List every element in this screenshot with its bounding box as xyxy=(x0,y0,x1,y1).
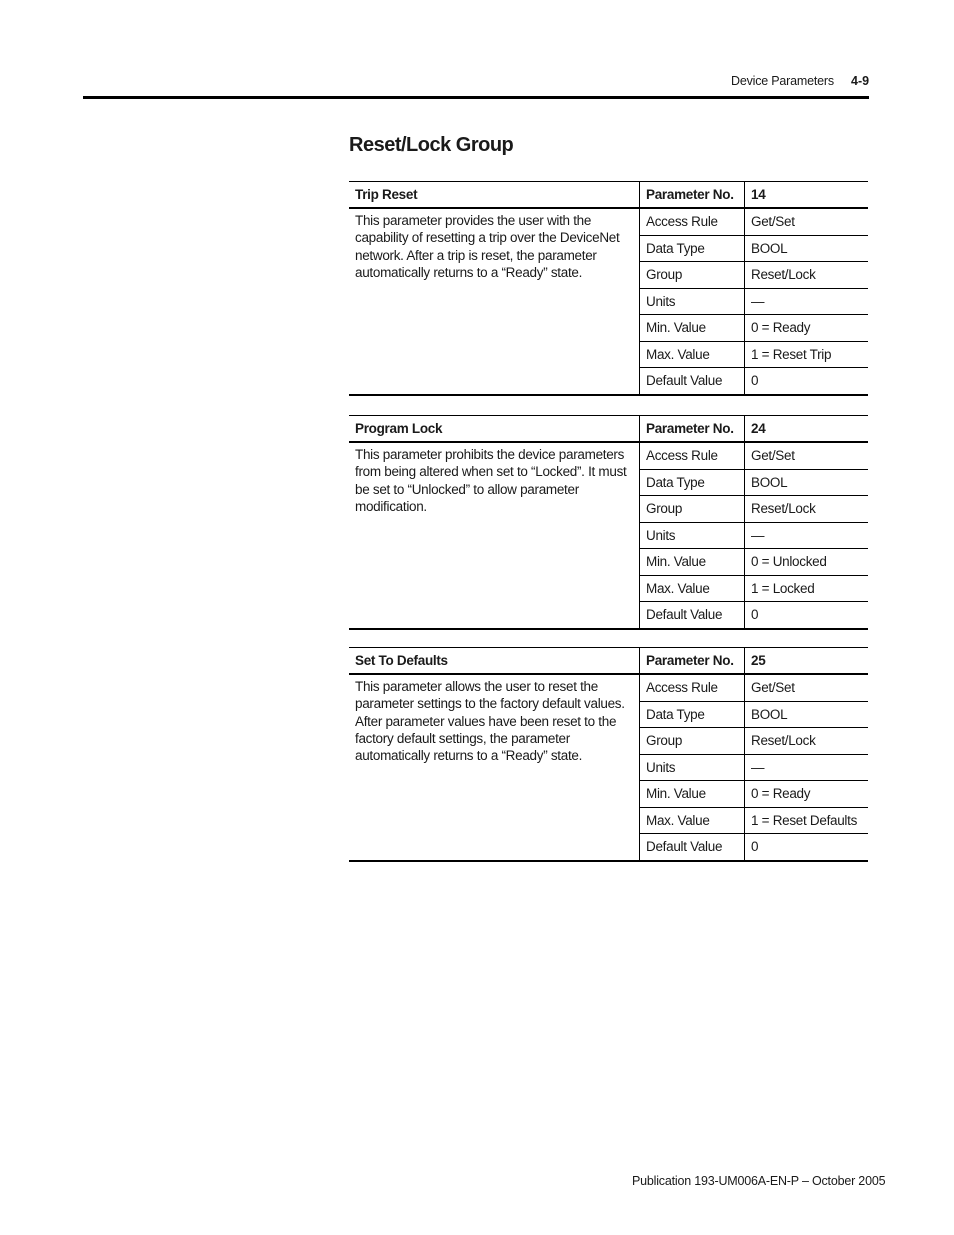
attribute-label: Max. Value xyxy=(640,575,745,602)
attribute-value: — xyxy=(745,754,869,781)
attribute-value: Reset/Lock xyxy=(745,728,869,755)
attribute-label: Group xyxy=(640,262,745,289)
attribute-value: 0 xyxy=(745,834,869,861)
attribute-label: Units xyxy=(640,522,745,549)
attribute-value: Get/Set xyxy=(745,208,869,235)
parameter-number: 14 xyxy=(745,182,869,209)
attribute-label: Access Rule xyxy=(640,208,745,235)
parameter-table-set-to-defaults xyxy=(349,647,868,862)
attribute-label: Data Type xyxy=(640,701,745,728)
attribute-value: 1 = Reset Defaults xyxy=(745,807,869,834)
attribute-label: Data Type xyxy=(640,469,745,496)
parameter-description: This parameter provides the user with the capability of resetting a trip over the DeviceNet network. After a trip is reset, the parameter automatically returns to a “Ready” state. xyxy=(349,208,640,395)
parameter-number-label: Parameter No. xyxy=(640,648,745,675)
attribute-label: Min. Value xyxy=(640,781,745,808)
attribute-value: — xyxy=(745,288,869,315)
attribute-label: Group xyxy=(640,496,745,523)
attribute-value: 0 xyxy=(745,602,869,629)
section-title: Reset/Lock Group xyxy=(349,134,514,156)
parameter-description: This parameter prohibits the device parameters from being altered when set to “Locked”. It must be set to “Unlocked” to allow parameter modification. xyxy=(349,442,640,629)
attribute-value: BOOL xyxy=(745,469,869,496)
attribute-label: Max. Value xyxy=(640,341,745,368)
attribute-label: Min. Value xyxy=(640,315,745,342)
parameter-name: Set To Defaults xyxy=(349,648,640,675)
attribute-value: BOOL xyxy=(745,235,869,262)
parameter-number-label: Parameter No. xyxy=(640,416,745,443)
attribute-value: 0 = Ready xyxy=(745,315,869,342)
header-rule xyxy=(83,96,869,99)
attribute-label: Units xyxy=(640,754,745,781)
parameter-number-label: Parameter No. xyxy=(640,182,745,209)
attribute-value: 0 xyxy=(745,368,869,395)
attribute-label: Min. Value xyxy=(640,549,745,576)
attribute-value: BOOL xyxy=(745,701,869,728)
parameter-table-program-lock xyxy=(349,415,868,630)
running-header-section: Device Parameters xyxy=(731,74,834,88)
parameter-table-trip-reset xyxy=(349,181,868,396)
attribute-value: 1 = Locked xyxy=(745,575,869,602)
attribute-label: Access Rule xyxy=(640,674,745,701)
parameter-name: Trip Reset xyxy=(349,182,640,209)
attribute-label: Max. Value xyxy=(640,807,745,834)
publication-footer: Publication 193-UM006A-EN-P – October 2005 xyxy=(632,1174,886,1188)
attribute-value: — xyxy=(745,522,869,549)
attribute-value: Reset/Lock xyxy=(745,262,869,289)
attribute-value: Reset/Lock xyxy=(745,496,869,523)
attribute-value: 1 = Reset Trip xyxy=(745,341,869,368)
parameter-number: 24 xyxy=(745,416,869,443)
parameter-number: 25 xyxy=(745,648,869,675)
attribute-value: Get/Set xyxy=(745,442,869,469)
attribute-label: Default Value xyxy=(640,368,745,395)
page-number: 4-9 xyxy=(851,74,870,88)
parameter-name: Program Lock xyxy=(349,416,640,443)
parameter-description: This parameter allows the user to reset the parameter settings to the factory default values. After parameter values have been reset to the factory default settings, the parameter automatically returns to a “Ready” state. xyxy=(349,674,640,861)
attribute-value: 0 = Ready xyxy=(745,781,869,808)
attribute-label: Default Value xyxy=(640,834,745,861)
attribute-label: Group xyxy=(640,728,745,755)
attribute-value: 0 = Unlocked xyxy=(745,549,869,576)
attribute-label: Units xyxy=(640,288,745,315)
attribute-label: Default Value xyxy=(640,602,745,629)
attribute-value: Get/Set xyxy=(745,674,869,701)
attribute-label: Access Rule xyxy=(640,442,745,469)
attribute-label: Data Type xyxy=(640,235,745,262)
